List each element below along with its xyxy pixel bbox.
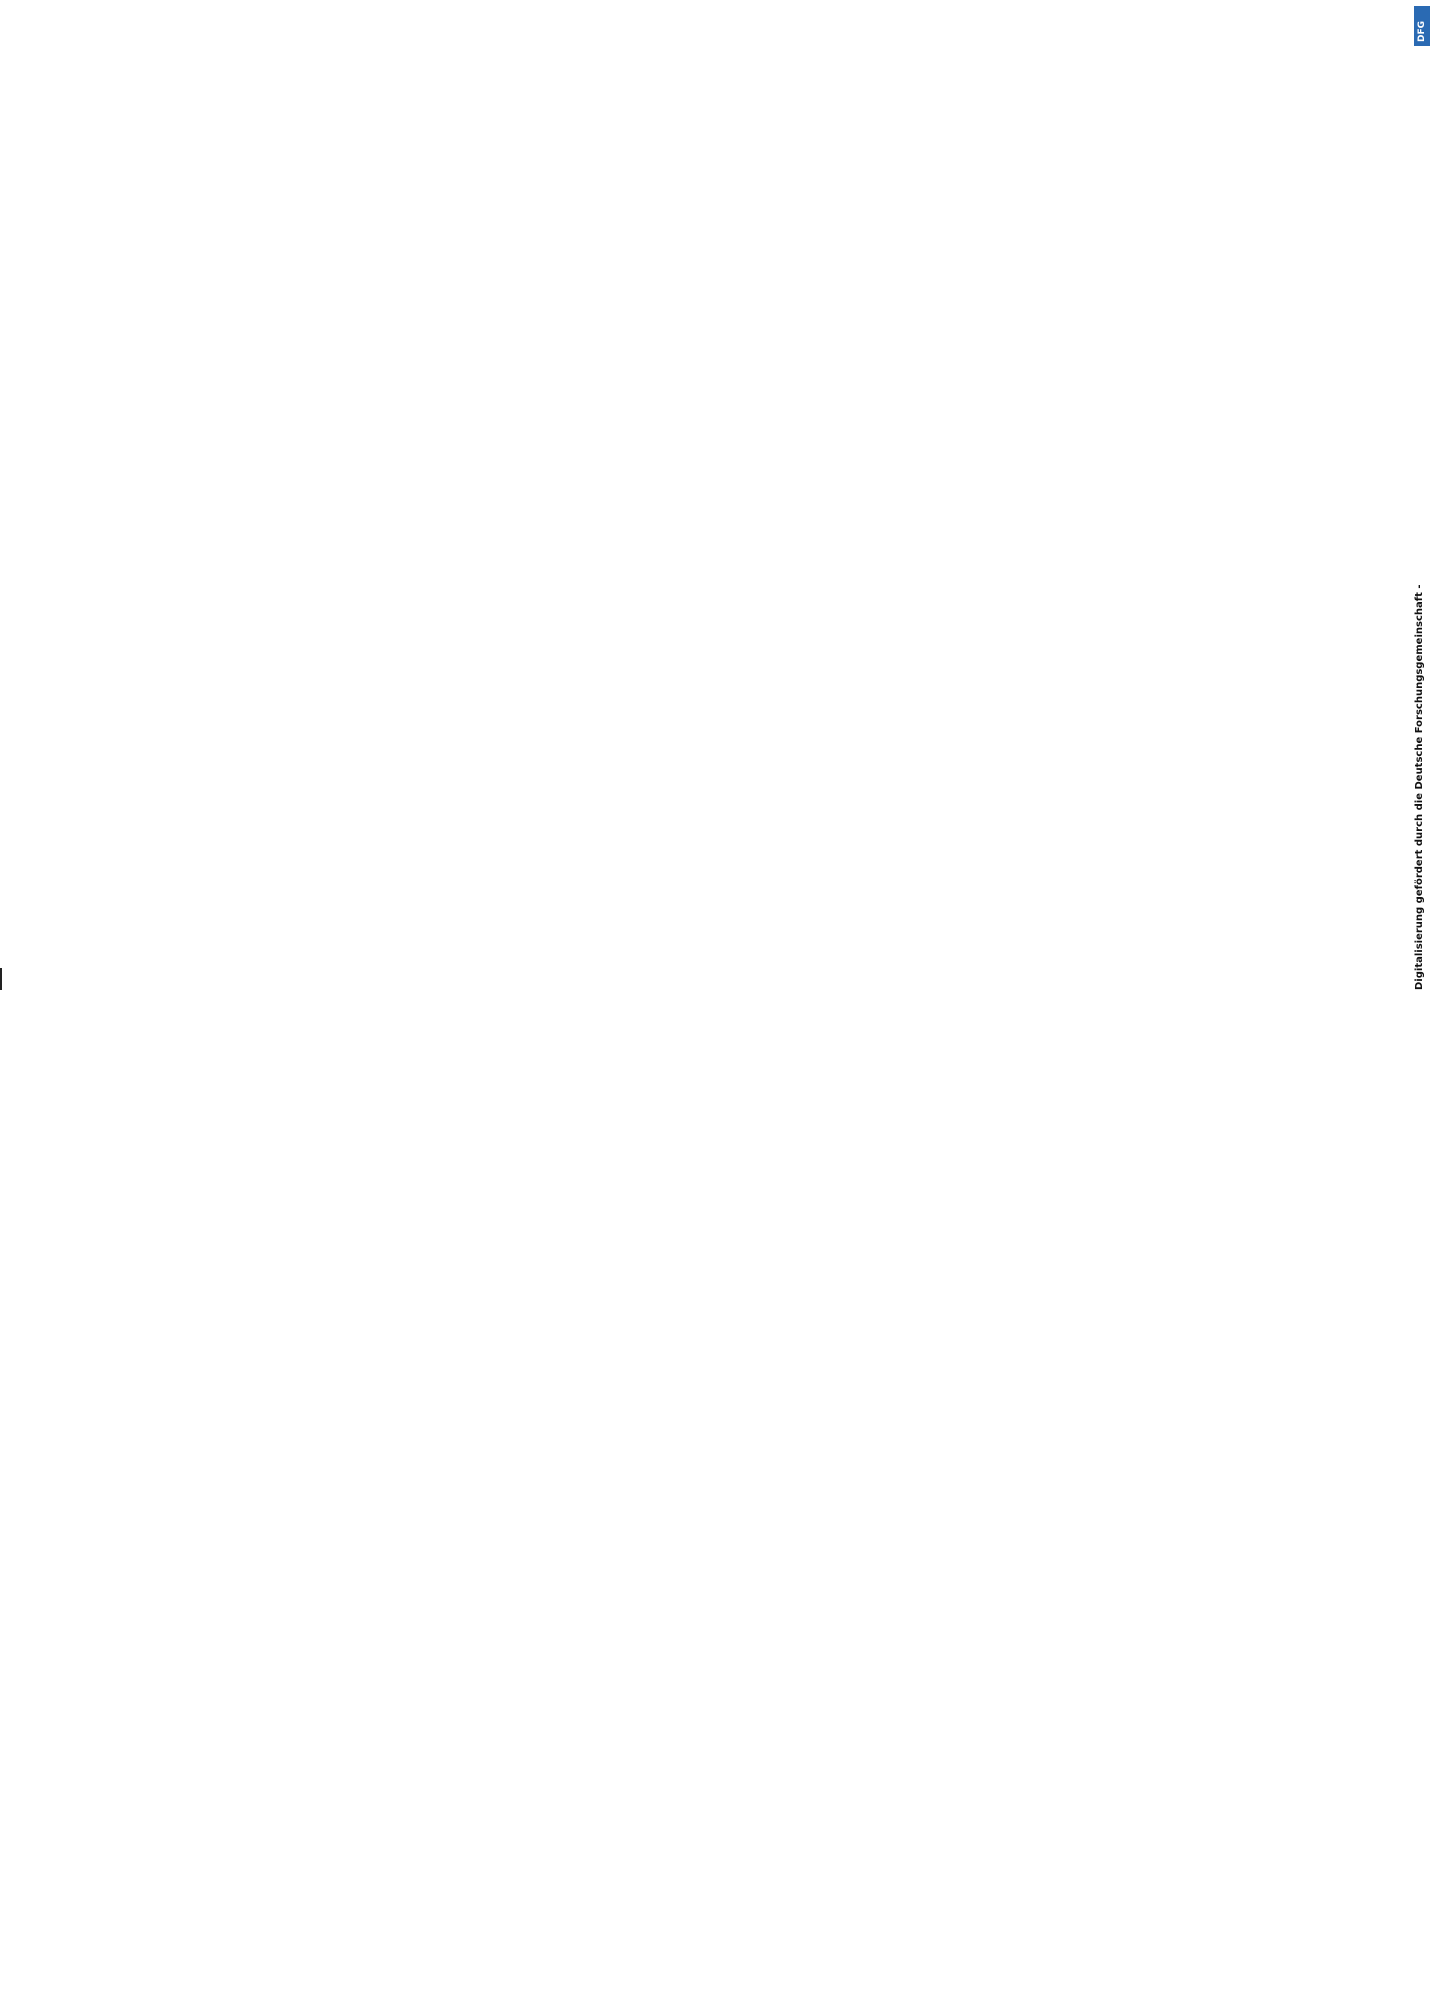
dfg-logo bbox=[1414, 6, 1430, 46]
rotated-page bbox=[1403, 1000, 1432, 2000]
dfg-logo-text: DFG bbox=[1417, 20, 1427, 42]
right-page-header bbox=[1423, 1050, 1432, 1950]
credit-text: Digitalisierung gefördert durch die Deutsche Forschungsgemeinschaft - bbox=[1414, 584, 1425, 990]
digitization-credit bbox=[1414, 10, 1428, 990]
scan-mark bbox=[0, 968, 2, 990]
document-spread bbox=[8, 0, 1403, 1000]
